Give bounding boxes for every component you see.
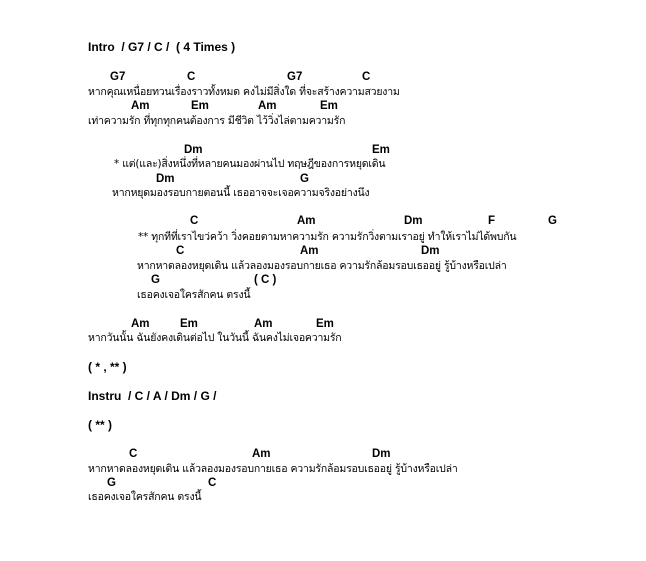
chord: G bbox=[548, 215, 557, 227]
chord: Dm bbox=[156, 173, 175, 185]
lyric-line: หากวันนั้น ฉันยังคงเดินต่อไป ในวันนี้ ฉันคงไม่เจอความรัก bbox=[88, 332, 342, 344]
repeat-marker: ( ** ) bbox=[88, 418, 112, 432]
chord: Am bbox=[258, 100, 277, 112]
chord: C bbox=[190, 215, 199, 227]
chord: ( C ) bbox=[254, 274, 277, 286]
chord: Am bbox=[131, 100, 150, 112]
lyric-line: * แต่(และ)สิ่งหนึ่งที่หลายคนมองผ่านไป ทฤษฎีของการหยุดเดิน bbox=[114, 158, 386, 170]
chord: C bbox=[362, 71, 371, 83]
repeat-marker: ( * , ** ) bbox=[88, 360, 127, 374]
chord: Dm bbox=[404, 215, 423, 227]
lyric-line: หากหาดลองหยุดเดิน แล้วลองมองรอบกายเธอ ความรักล้อมรอบเธออยู่ รู้บ้างหรือเปล่า bbox=[137, 260, 507, 272]
lyric-line: เธอคงเจอใครสักคน ตรงนี้ bbox=[88, 491, 202, 503]
lyric-line: เท่าความรัก ที่ทุกทุกคนต้องการ มีชีวิต ไว้วิ่งไล่ตามความรัก bbox=[88, 115, 346, 127]
lyric-line: หากคุณเหนื่อยทวนเรื่องราวทั้งหมด คงไม่มีสิ่งใด ที่จะสร้างความสวยงาม bbox=[88, 86, 400, 98]
chord: C bbox=[176, 245, 185, 257]
intro-line: Intro / G7 / C / ( 4 Times ) bbox=[88, 40, 236, 54]
chord: C bbox=[187, 71, 196, 83]
chord: Am bbox=[297, 215, 316, 227]
chord: Em bbox=[191, 100, 209, 112]
chord: F bbox=[488, 215, 496, 227]
chord: Am bbox=[300, 245, 319, 257]
instru-line: Instru / C / A / Dm / G / bbox=[88, 389, 217, 403]
chord: Em bbox=[316, 318, 334, 330]
chord: Em bbox=[180, 318, 198, 330]
chord: G bbox=[300, 173, 309, 185]
chord: G7 bbox=[110, 71, 126, 83]
chord: Am bbox=[254, 318, 273, 330]
lyric-line: เธอคงเจอใครสักคน ตรงนี้ bbox=[137, 289, 251, 301]
chord: Dm bbox=[372, 448, 391, 460]
chord: Dm bbox=[184, 144, 203, 156]
chord: Am bbox=[252, 448, 271, 460]
chord: Em bbox=[372, 144, 390, 156]
chord: Am bbox=[131, 318, 150, 330]
chord: Dm bbox=[421, 245, 440, 257]
chord: G7 bbox=[287, 71, 303, 83]
chord: C bbox=[129, 448, 138, 460]
chord: G bbox=[151, 274, 160, 286]
lyric-line: หากหยุดมองรอบกายตอนนี้ เธออาจจะเจอความจริงอย่างนึง bbox=[112, 187, 370, 199]
chord: G bbox=[107, 477, 116, 489]
chord: Em bbox=[320, 100, 338, 112]
lyric-line: หากหาดลองหยุดเดิน แล้วลองมองรอบกายเธอ ความรักล้อมรอบเธออยู่ รู้บ้างหรือเปล่า bbox=[88, 463, 458, 475]
chord: C bbox=[208, 477, 217, 489]
lyric-line: ** ทุกทีที่เราไขว่คว้า วิ่งคอยตามหาความรัก ความรักวิ่งตามเราอยู่ ทำให้เราไม่ได้พบกัน bbox=[138, 231, 517, 243]
